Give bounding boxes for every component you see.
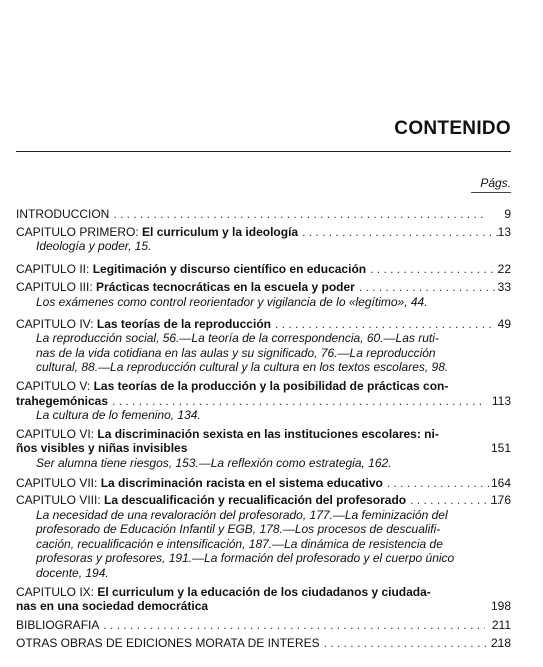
- toc-entry-capitulo-7[interactable]: [16, 476, 511, 491]
- chapter-title: Prácticas tecnocráticas en la escuela y poder: [96, 280, 355, 295]
- page-title: CONTENIDO: [394, 118, 511, 139]
- page-number: 9: [504, 207, 511, 221]
- chapter-subsection: cultural, 88.—La reproducción cultural y la cultura en los textos escolares, 98.: [36, 360, 449, 375]
- page-number: 211: [491, 617, 511, 632]
- toc-entry-capitulo-2[interactable]: [16, 262, 511, 277]
- chapter-prefix: CAPITULO PRIMERO:: [16, 224, 139, 239]
- leader-dots: [108, 394, 486, 409]
- chapter-title: Legitimación y discurso científico en educación: [92, 261, 367, 276]
- page-number: 22: [497, 261, 511, 276]
- entry-label: INTRODUCCION: [16, 207, 110, 221]
- page-number: 198: [490, 599, 511, 614]
- page-number: 49: [497, 316, 511, 331]
- leader-dots: [99, 618, 485, 633]
- chapter-prefix: CAPITULO VI:: [16, 426, 95, 441]
- toc-entry-capitulo-5[interactable]: [16, 379, 511, 423]
- toc-entry-otras-obras[interactable]: [16, 636, 511, 651]
- toc-entry-introduccion[interactable]: [16, 207, 511, 222]
- page-number: 164: [490, 475, 511, 490]
- page-number: 13: [497, 224, 511, 239]
- page-number: 33: [497, 280, 511, 295]
- chapter-subsection: nas de la vida cotidiana en las aulas y su significado, 76.—La reproducción: [36, 345, 436, 360]
- chapter-title-continued: nas en una sociedad democrática: [16, 599, 209, 614]
- chapter-title: Las teorías de la producción y la posibilidad de prácticas con-: [93, 378, 449, 393]
- chapter-title: La discriminación racista en el sistema educativo: [100, 475, 383, 490]
- page-number: 176: [490, 493, 511, 508]
- chapter-title: El curriculum y la educación de los ciudadanos y ciudada-: [97, 584, 431, 599]
- toc-entry-capitulo-9[interactable]: [16, 585, 511, 614]
- toc-entry-capitulo-1[interactable]: [16, 225, 511, 254]
- toc-entry-capitulo-6[interactable]: [16, 427, 511, 471]
- chapter-subsection: La necesidad de una revaloración del profesorado, 177.—La feminización del: [36, 507, 448, 522]
- leader-dots: [109, 207, 486, 222]
- chapter-title-continued: trahegemónicas: [16, 393, 109, 408]
- chapter-subsection: profesorado de Educación Infantil y EGB, 178.—Los procesos de descualifi-: [36, 522, 441, 537]
- pages-column-label: Págs.: [480, 176, 511, 190]
- pages-label-underline: [471, 192, 511, 193]
- chapter-title: La discriminación sexista en las instituciones escolares: ni-: [97, 426, 439, 441]
- chapter-prefix: CAPITULO VIII:: [16, 493, 101, 508]
- chapter-subsection: La cultura de lo femenino, 134.: [36, 408, 201, 423]
- page-number: 113: [491, 393, 511, 408]
- chapter-prefix: CAPITULO IX:: [16, 584, 95, 599]
- chapter-prefix: CAPITULO III:: [16, 280, 93, 295]
- leader-dots: [383, 476, 503, 491]
- chapter-subsection: docente, 194.: [36, 566, 109, 581]
- chapter-prefix: CAPITULO II:: [16, 261, 90, 276]
- entry-label: OTRAS OBRAS DE EDICIONES MORATA DE INTERES: [16, 636, 320, 651]
- chapter-prefix: CAPITULO V:: [16, 378, 91, 393]
- leader-dots: [406, 493, 505, 508]
- leader-dots: [366, 262, 502, 277]
- chapter-title: La descualificación y recualificación del profesorado: [104, 493, 407, 508]
- chapter-subsection: Los exámenes como control reorientador y vigilancia de lo «legítimo», 44.: [36, 294, 428, 309]
- chapter-title: Las teorías de la reproducción: [96, 316, 271, 331]
- chapter-subsection: profesoras y profesores, 191.—La formación del profesorado y el cuerpo único: [36, 551, 455, 566]
- leader-dots: [320, 636, 500, 651]
- chapter-title: El curriculum y la ideología: [142, 224, 299, 239]
- page-number: 218: [490, 636, 511, 651]
- chapter-subsection: Ideología y poder, 15.: [36, 239, 152, 254]
- toc-entry-capitulo-4[interactable]: [16, 317, 511, 375]
- page-number: 151: [490, 441, 511, 456]
- leader-dots: [355, 280, 502, 295]
- chapter-subsection: La reproducción social, 56.—La teoría de la correspondencia, 60.—Las ruti-: [36, 331, 439, 346]
- title-rule: [16, 151, 511, 152]
- chapter-subsection: Ser alumna tiene riesgos, 153.—La reflexión como estrategia, 162.: [36, 455, 392, 470]
- toc-entry-capitulo-3[interactable]: [16, 280, 511, 309]
- entry-label: BIBLIOGRAFIA: [16, 617, 100, 632]
- chapter-prefix: CAPITULO VII:: [16, 475, 98, 490]
- leader-dots: [298, 225, 498, 240]
- table-of-contents: [16, 205, 511, 651]
- toc-entry-capitulo-8[interactable]: [16, 493, 511, 581]
- chapter-prefix: CAPITULO IV:: [16, 316, 94, 331]
- chapter-title-continued: ños visibles y niñas invisibles: [16, 441, 188, 456]
- chapter-subsection: cación, recualificación e intensificación, 187.—La dinámica de resistencia de: [36, 536, 443, 551]
- leader-dots: [271, 317, 496, 332]
- toc-entry-bibliografia[interactable]: [16, 618, 511, 633]
